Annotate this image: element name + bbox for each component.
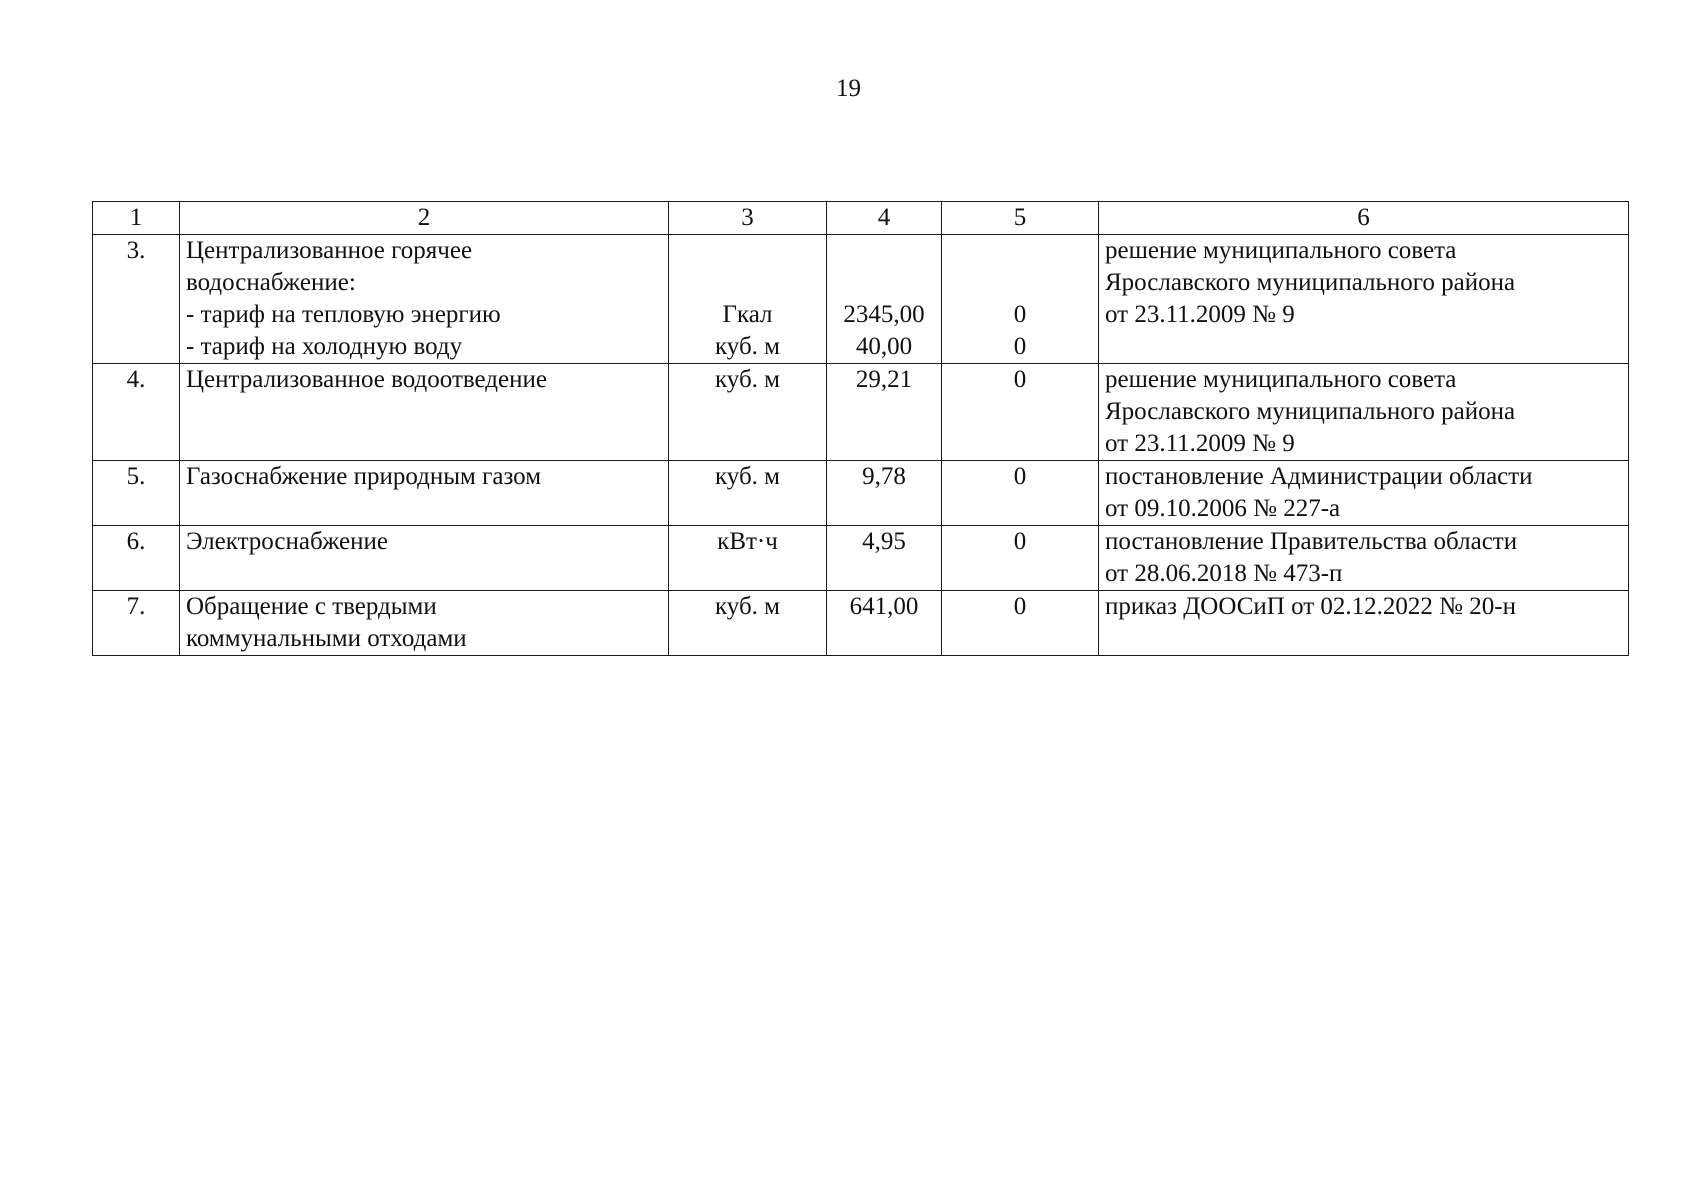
value-cell [827, 235, 942, 364]
col5-value: 0 [1013, 463, 1027, 490]
unit-cell [669, 461, 827, 526]
service-line: коммунальными отходами [186, 625, 467, 652]
table-header-row [93, 202, 1629, 235]
basis-cell [1099, 591, 1629, 656]
service-line: водоснабжение: [186, 269, 356, 296]
basis-line: решение муниципального совета [1105, 366, 1457, 393]
service-line: Газоснабжение природным газом [186, 463, 542, 490]
service-line: - тариф на холодную воду [186, 333, 463, 360]
basis-cell [1099, 461, 1629, 526]
row-number: 6. [93, 526, 180, 591]
table-row [93, 461, 1629, 526]
unit-value: Гкал [722, 301, 773, 328]
unit-cell [669, 526, 827, 591]
row-number: 7. [93, 591, 180, 656]
basis-cell [1099, 526, 1629, 591]
col5-value: 0 [1013, 301, 1027, 328]
basis-cell [1099, 364, 1629, 461]
tariff-table [92, 201, 1629, 656]
row-number: 5. [93, 461, 180, 526]
basis-cell [1099, 235, 1629, 364]
value-cell [827, 591, 942, 656]
col5-cell [942, 526, 1099, 591]
value-cell [827, 364, 942, 461]
unit-cell [669, 235, 827, 364]
col5-value: 0 [1013, 333, 1027, 360]
unit-value: кВт·ч [717, 528, 778, 555]
unit-value: куб. м [714, 366, 780, 393]
table-row [93, 591, 1629, 656]
table-row [93, 364, 1629, 461]
basis-line: решение муниципального совета [1105, 237, 1457, 264]
tariff-value: 2345,00 [843, 301, 925, 328]
page-number: 19 [836, 75, 861, 102]
col5-cell [942, 235, 1099, 364]
unit-value: куб. м [714, 333, 780, 360]
tariff-value: 641,00 [849, 593, 919, 620]
tariff-value: 40,00 [855, 333, 913, 360]
basis-line: от 09.10.2006 № 227-а [1105, 495, 1341, 522]
col5-value: 0 [1013, 366, 1027, 393]
column-number-5: 5 [942, 202, 1099, 235]
basis-line: постановление Администрации области [1105, 463, 1533, 490]
unit-cell [669, 364, 827, 461]
col5-cell [942, 364, 1099, 461]
value-cell [827, 526, 942, 591]
unit-value: куб. м [714, 463, 780, 490]
service-cell [180, 364, 669, 461]
tariff-value: 4,95 [862, 528, 906, 555]
column-number-1: 1 [93, 202, 180, 235]
value-cell [827, 461, 942, 526]
unit-value: куб. м [714, 593, 780, 620]
service-cell [180, 591, 669, 656]
column-number-4: 4 [827, 202, 942, 235]
service-line: Электроснабжение [186, 528, 388, 555]
table-row [93, 526, 1629, 591]
unit-cell [669, 591, 827, 656]
basis-line: от 28.06.2018 № 473-п [1105, 560, 1343, 587]
column-number-3: 3 [669, 202, 827, 235]
column-number-6: 6 [1099, 202, 1629, 235]
service-line: Обращение с твердыми [186, 593, 437, 620]
col5-cell [942, 591, 1099, 656]
col5-cell [942, 461, 1099, 526]
column-number-2: 2 [180, 202, 669, 235]
service-line: - тариф на тепловую энергию [186, 301, 501, 328]
tariff-value: 9,78 [862, 463, 906, 490]
service-cell [180, 461, 669, 526]
basis-line: Ярославского муниципального района [1105, 269, 1516, 296]
row-number: 4. [93, 364, 180, 461]
col5-value: 0 [1013, 593, 1027, 620]
basis-line: постановление Правительства области [1105, 528, 1518, 555]
service-line: Централизованное горячее [186, 237, 473, 264]
basis-line: от 23.11.2009 № 9 [1105, 430, 1295, 457]
service-line: Централизованное водоотведение [186, 366, 547, 393]
col5-value: 0 [1013, 528, 1027, 555]
basis-line: приказ ДООСиП от 02.12.2022 № 20-н [1105, 593, 1516, 620]
tariff-value: 29,21 [855, 366, 913, 393]
basis-line: от 23.11.2009 № 9 [1105, 301, 1295, 328]
table-row [93, 235, 1629, 364]
service-cell [180, 235, 669, 364]
service-cell [180, 526, 669, 591]
row-number: 3. [93, 235, 180, 364]
basis-line: Ярославского муниципального района [1105, 398, 1516, 425]
